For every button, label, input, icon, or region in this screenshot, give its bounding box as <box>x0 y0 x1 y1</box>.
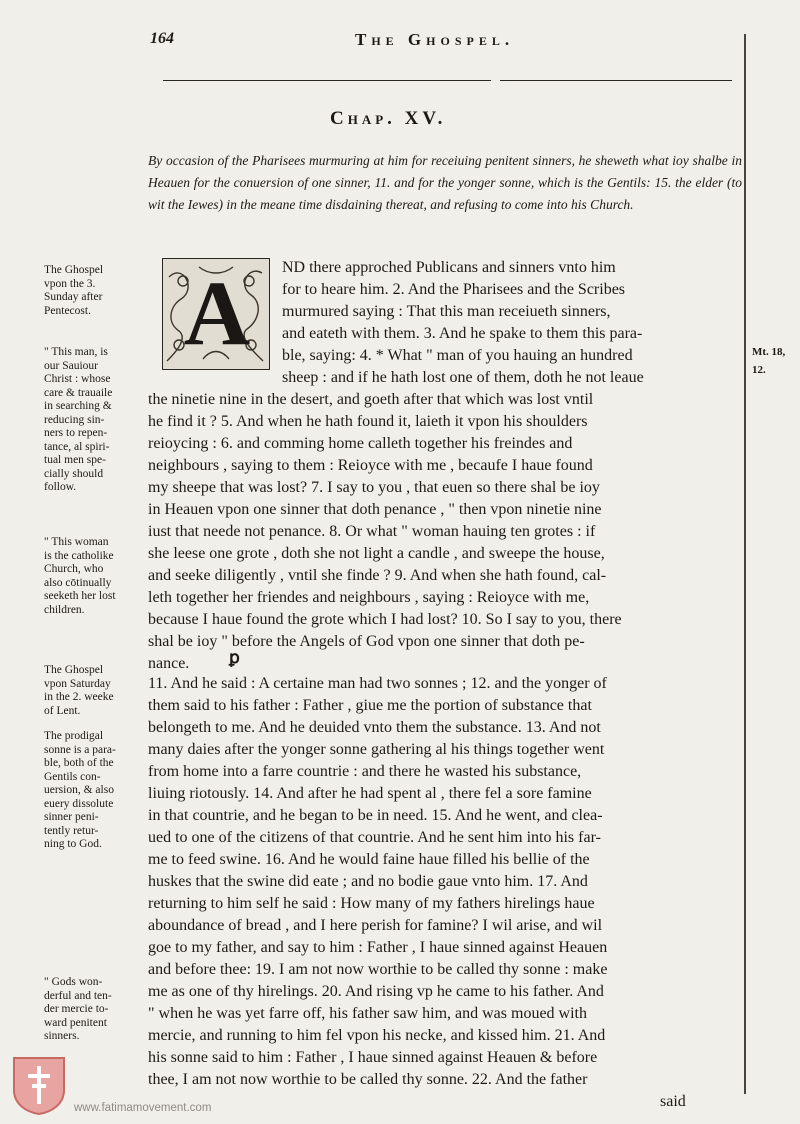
text-line: thee, I am not now worthie to be called thy sonne. 22. And the father <box>148 1071 588 1088</box>
text-line: returning to him self he said : How many of my fathers hirelings haue <box>148 895 595 912</box>
text-line: my sheepe that was lost? 7. I say to you , that euen so there shal be ioy <box>148 479 600 496</box>
margin-note-line: also cōtinually <box>44 576 112 589</box>
text-line: and before thee: 19. I am not now worthie to be called thy sonne : make <box>148 961 608 978</box>
margin-note-line: euery dissolute <box>44 797 114 810</box>
margin-note-line: Pentecost. <box>44 304 91 317</box>
text-line: ble, saying: 4. * What " man of you hauing an hundred <box>282 347 633 364</box>
text-line: ND there approched Publicans and sinners vnto him <box>282 259 616 276</box>
text-line: because I haue found the grote which I had lost? 10. So I say to you, there <box>148 611 622 628</box>
margin-note-line: follow. <box>44 481 77 493</box>
text-line: neighbours , saying to them : Reioyce with me , becaufe I haue found <box>148 457 593 474</box>
margin-note-line: ning to God. <box>44 838 102 850</box>
text-line: for to heare him. 2. And the Pharisees and the Scribes <box>282 281 626 298</box>
margin-note-line: uersion, & also <box>44 784 114 796</box>
margin-note-line: sonne is a para- <box>44 743 116 756</box>
margin-note-line: Christ : whose <box>44 373 111 385</box>
margin-note-line: of Lent. <box>44 704 81 717</box>
margin-note-line: ble, both of the <box>44 757 114 769</box>
ornamental-initial <box>162 258 270 370</box>
margin-note <box>44 536 148 617</box>
text-line: the ninetie nine in the desert, and goeth after that which was lost vntil <box>148 391 594 408</box>
margin-note <box>44 730 148 852</box>
text-line: she leese one grote , doth she not light a candle , and sweepe the house, <box>148 545 605 562</box>
chapter-argument: By occasion of the Pharisees murmuring at him for receiuing penitent sinners, he sheweth what ioy shalbe in Heauen for the conuersion of one sinner, 11. and for the yonger sonne, which is the Gentils: 15. the elder (to wit the Iewes) in the meane time disdaining thereat, and refusing to come into his Church. <box>148 153 742 212</box>
text-line: liuing riotously. 14. And after he had spent al , there fel a sore famine <box>148 785 592 802</box>
chapter-heading: Chap. XV. <box>330 108 447 129</box>
margin-note-line: ners to repen- <box>44 427 108 439</box>
text-line: them said to his father : Father , giue me the portion of substance that <box>148 697 592 714</box>
text-line: said <box>660 1093 686 1110</box>
margin-note <box>44 264 148 318</box>
margin-note-line: " This man, is <box>44 346 108 358</box>
margin-note <box>44 346 148 495</box>
text-line: 11. And he said : A certaine man had two sonnes ; 12. and the yonger of <box>148 675 607 692</box>
margin-note-line: tently retur- <box>44 824 99 837</box>
text-line: mercie, and running to him fel vpon his necke, and kissed him. 21. And <box>148 1027 606 1044</box>
margin-note-line: derful and ten- <box>44 989 112 1002</box>
text-line: huskes that the swine did eate ; and no bodie gaue vnto him. 17. And <box>148 873 588 890</box>
margin-note-line: is the catholike <box>44 549 114 562</box>
text-line: aboundance of bread , and I here perish for famine? I wil arise, and wil <box>148 917 603 934</box>
text-line: goe to my father, and say to him : Father , I haue sinned against Heauen <box>148 939 608 956</box>
text-line: " when he was yet farre off, his father saw him, and was moued with <box>148 1005 587 1022</box>
running-title: The Ghospel. <box>355 30 515 49</box>
header-rule-left <box>163 80 491 81</box>
margin-note-line: reducing sin- <box>44 413 105 426</box>
text-line: his sonne said to him : Father , I haue sinned against Heauen & before <box>148 1049 598 1066</box>
margin-note-line: " Gods won- <box>44 976 103 988</box>
cross-reference: Mt. 18, <box>752 346 786 358</box>
margin-note-line: vpon the 3. <box>44 277 96 290</box>
text-line: he find it ? 5. And when he hath found it, laieth it vpon his shoulders <box>148 413 588 430</box>
text-line: from home into a farre countrie : and there he wasted his substance, <box>148 763 582 780</box>
margin-note-line: ward penitent <box>44 1016 107 1029</box>
text-line: many daies after the yonger sonne gathering al his things together went <box>148 741 605 758</box>
running-head <box>150 30 570 54</box>
margin-note <box>44 664 148 718</box>
drop-cap-letter: A <box>183 262 251 364</box>
text-line: me to feed swine. 16. And he would faine haue filled his bellie of the <box>148 851 590 868</box>
margin-note-line: vpon Saturday <box>44 677 111 690</box>
margin-note-line: Church, who <box>44 563 104 575</box>
text-line: in that countrie, and he began to be in need. 15. And he went, and clea- <box>148 807 603 824</box>
margin-note-line: cially should <box>44 467 104 480</box>
margin-note-line: tance, al spiri- <box>44 440 110 453</box>
margin-note <box>44 976 148 1044</box>
text-line: sheep : and if he hath lost one of them, doth he not leaue <box>282 369 644 386</box>
text-line: nance. <box>148 655 190 672</box>
watermark-url[interactable]: www.fatimamovement.com <box>74 1102 212 1114</box>
margin-note-line: in searching & <box>44 400 112 412</box>
margin-note-line: The Ghospel <box>44 664 104 676</box>
text-line: me as one of thy hirelings. 20. And rising vp he came to his father. And <box>148 983 604 1000</box>
margin-note-line: Sunday after <box>44 291 103 303</box>
margin-note-line: The prodigal <box>44 730 104 742</box>
margin-note-line: sinner peni- <box>44 811 99 823</box>
margin-note-line: care & trauaile <box>44 386 113 399</box>
text-line: and eateth with them. 3. And he spake to them this para- <box>282 325 643 342</box>
margin-note-line: in the 2. weeke <box>44 691 114 703</box>
cross-reference-verse: 12. <box>752 364 766 376</box>
paragraph-mark: ꝑ <box>229 648 240 667</box>
page-gutter-line <box>744 34 746 1094</box>
margin-note-line: The Ghospel <box>44 264 104 276</box>
text-line: shal be ioy " before the Angels of God vpon one sinner that doth pe- <box>148 633 585 650</box>
text-line: in Heauen vpon one sinner that doth penance , " then vpon ninetie nine <box>148 501 602 518</box>
margin-note-line: our Sauiour <box>44 359 98 372</box>
margin-note-line: sinners. <box>44 1030 80 1042</box>
text-line: ued to one of the citizens of that countrie. And he sent him into his far- <box>148 829 601 846</box>
margin-note-line: seeketh her lost <box>44 590 116 602</box>
text-line: and seeke diligently , vntil she finde ? 9. And when she hath found, cal- <box>148 567 607 584</box>
text-line: iust that neede not penance. 8. Or what " woman hauing ten grotes : if <box>148 523 596 540</box>
margin-note-line: children. <box>44 603 85 616</box>
text-line: reioycing : 6. and comming home calleth together his freindes and <box>148 435 573 452</box>
page-number: 164 <box>150 30 174 47</box>
margin-note-line: tual men spe- <box>44 454 106 466</box>
header-rule-right <box>500 80 732 81</box>
fatima-seal-icon <box>10 1054 68 1116</box>
margin-note-line: " This woman <box>44 536 109 548</box>
margin-note-line: der mercie to- <box>44 1003 109 1015</box>
text-line: murmured saying : That this man receiueth sinners, <box>282 303 611 320</box>
text-line: belongeth to me. And he deuided vnto them the substance. 13. And not <box>148 719 601 736</box>
margin-note-line: Gentils con- <box>44 770 101 783</box>
text-line: leth together her friendes and neighbours , saying : Reioyce with me, <box>148 589 590 606</box>
